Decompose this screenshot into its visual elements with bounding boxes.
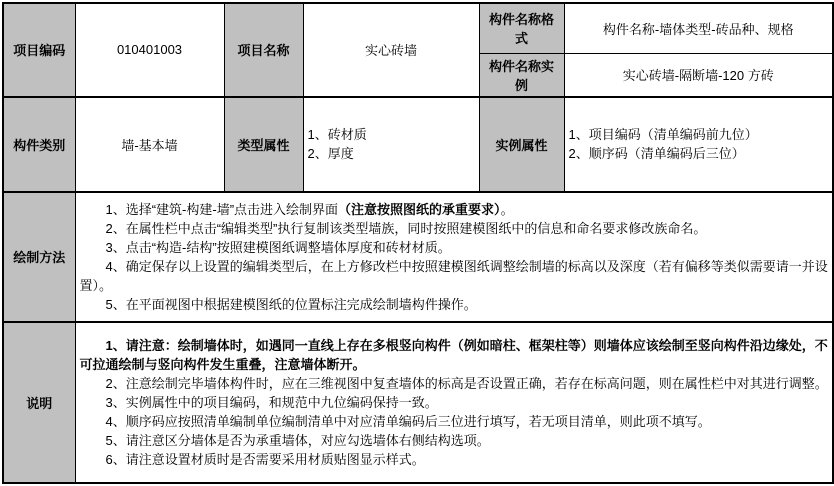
project-code-value-cell: 010401003 (75, 3, 224, 97)
drawing-method-label-cell: 绘制方法 (3, 192, 75, 322)
project-code-label-cell: 项目编码 (3, 3, 75, 97)
drawing-method-content-cell: 1、选择“建筑-构建-墙”点击进入绘制界面（注意按照图纸的承重要求）。 2、在属性栏中点击“编辑类型”执行复制该类型墙族，同时按照建模图纸中的信息和命名要求修改族命名。 3、点击“构造-结构”按照建模图纸调整墙体厚度和砖材材质。 4、确定保存以上设置的编辑类型后，在上方修改栏中按照建模图纸调整绘制墙的标高以及深度（若有偏移等类似需要请一并设置）。 5、在平面视图中根据建模图纸的位置标注完成绘制墙构件操作。 (75, 192, 833, 322)
component-name-example-label-cell: 构件名称实例 (479, 53, 564, 97)
notes-content-cell: 1、请注意：绘制墙体时，如遇同一直线上存在多根竖向构件（例如暗柱、框架柱等）则墙体应该绘制至竖向构件沿边缘处，不可拉通绘制与竖向构件发生重叠，注意墙体断开。 2、注意绘制完毕墙体构件时，应在三维视图中复查墙体的标高是否设置正确，若存在标高问题，则在属性栏中对其进行调整。 3、实例属性中的项目编码，和规范中九位编码保持一致。 4、顺序码应按照清单编制单位编制清单中对应清单编码后三位进行填写，若无项目清单，则此项不填写。 5、请注意区分墙体是否为承重墙体，对应勾选墙体右侧结构选项。 6、请注意设置材质时是否需要采用材质贴图显示样式。 (75, 322, 833, 483)
notes-label-cell: 说明 (3, 322, 75, 483)
instance-properties-label-cell: 实例属性 (479, 97, 564, 192)
table-row (3, 192, 833, 322)
component-name-format-value-cell: 构件名称-墙体类型-砖品种、规格 (564, 3, 833, 53)
project-name-label-cell: 项目名称 (224, 3, 303, 97)
component-name-format-label-cell: 构件名称格式 (479, 3, 564, 53)
table-row (3, 3, 833, 53)
component-spec-table (2, 2, 834, 484)
instance-properties-value-cell: 1、项目编码（清单编码前九位） 2、顺序码（清单编码后三位） (564, 97, 833, 192)
table-row (3, 322, 833, 483)
type-properties-value-cell: 1、砖材质 2、厚度 (303, 97, 479, 192)
project-name-value-cell: 实心砖墙 (303, 3, 479, 97)
component-category-label-cell: 构件类别 (3, 97, 75, 192)
component-category-value-cell: 墙-基本墙 (75, 97, 224, 192)
component-name-example-value-cell: 实心砖墙-隔断墙-120 方砖 (564, 53, 833, 97)
table-row (3, 97, 833, 192)
type-properties-label-cell: 类型属性 (224, 97, 303, 192)
